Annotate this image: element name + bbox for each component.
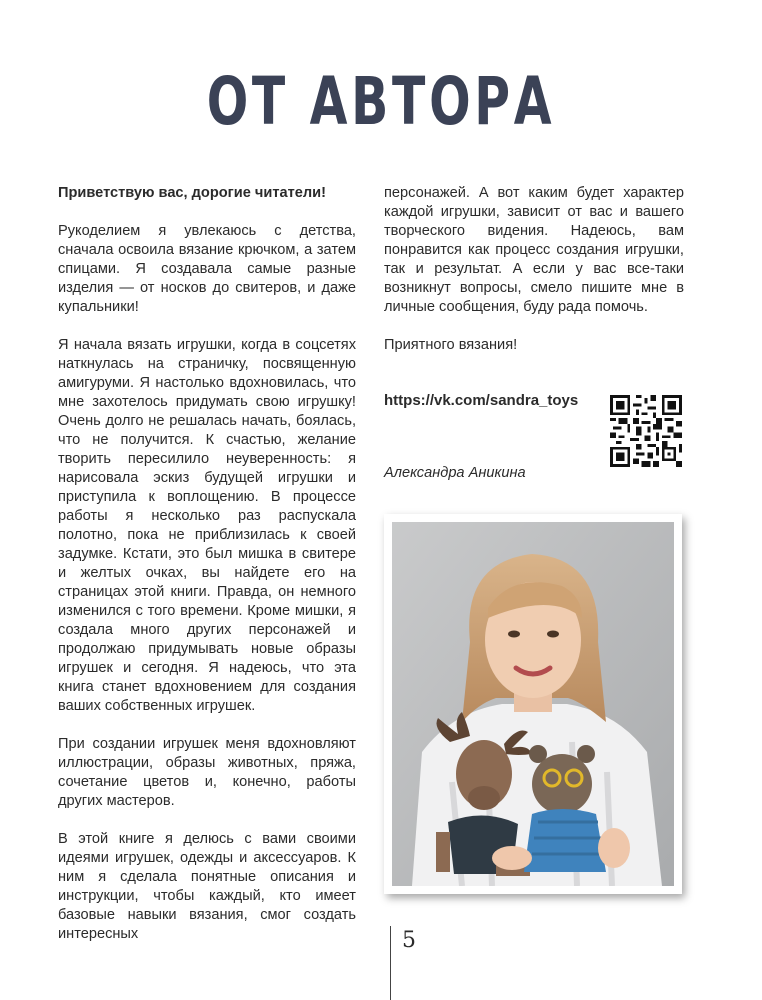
paragraph: При создании игрушек меня вдохновляют иллюстрации, образы животных, пряжа, сочетание цветов и, конечно, работы других мастеров. [58,736,356,809]
page-number: 5 [402,928,416,953]
left-column [58,184,356,963]
right-column [384,184,684,374]
greeting: Приветствую вас, дорогие читатели! [58,185,326,201]
qr-code-icon[interactable] [610,395,682,467]
vk-link[interactable]: https://vk.com/sandra_toys [384,392,579,409]
paragraph: персонажей. А вот каким будет характер каждой игрушки, зависит от вас и вашего творческого видения. Надеюсь, вам понравится как процесс создания игрушки, так и результат. А если у вас все-таки возникнут вопросы, смело пишите мне в личные сообщения, буду рада помочь. [384,185,684,315]
paragraph: Рукоделием я увлекаюсь с детства, сначала освоила вязание крючком, а затем спицами. Я создавала самые разные изделия — от носков до свитеров, и даже купальники! [58,223,356,315]
author-photo [392,522,674,886]
paragraph: Я начала вязать игрушки, когда в соцсетях наткнулась на страничку, посвященную амигуруми. Я настолько вдохновилась, что мне захотелось придумать свою игрушку! Очень долго не решалась начать, боялась, что не получится. К счастью, желание творить пересилило неуверенность: я нарисовала эскиз будущей игрушки и приступила к воплощению. В процессе работы я несколько раз распускала полотно, пока не приблизилась к своей задумке. Кстати, это был мишка в свитере и желтых очках, вы найдете его на страницах этой книги. Правда, он немного изменился с того времени. Кроме мишки, я создала много других персонажей и продолжаю придумывать новые образы игрушек и сегодня. Я надеюсь, что эта книга станет вдохновением для создания ваших собственных игрушек. [58,337,356,714]
page-title: ОТ АВТОРА [206,63,556,140]
contact-row [384,392,684,472]
page-divider [390,926,391,1000]
paragraph: В этой книге я делюсь с вами своими идеями игрушек, одежды и аксессуаров. К ним я сделала понятные описания и инструкции, чтобы каждый, кто имеет базовые навыки вязания, смог создать интересных [58,831,356,942]
closing-line: Приятного вязания! [384,337,518,353]
author-photo-frame [384,514,682,894]
author-signature: Александра Аникина [384,465,526,481]
